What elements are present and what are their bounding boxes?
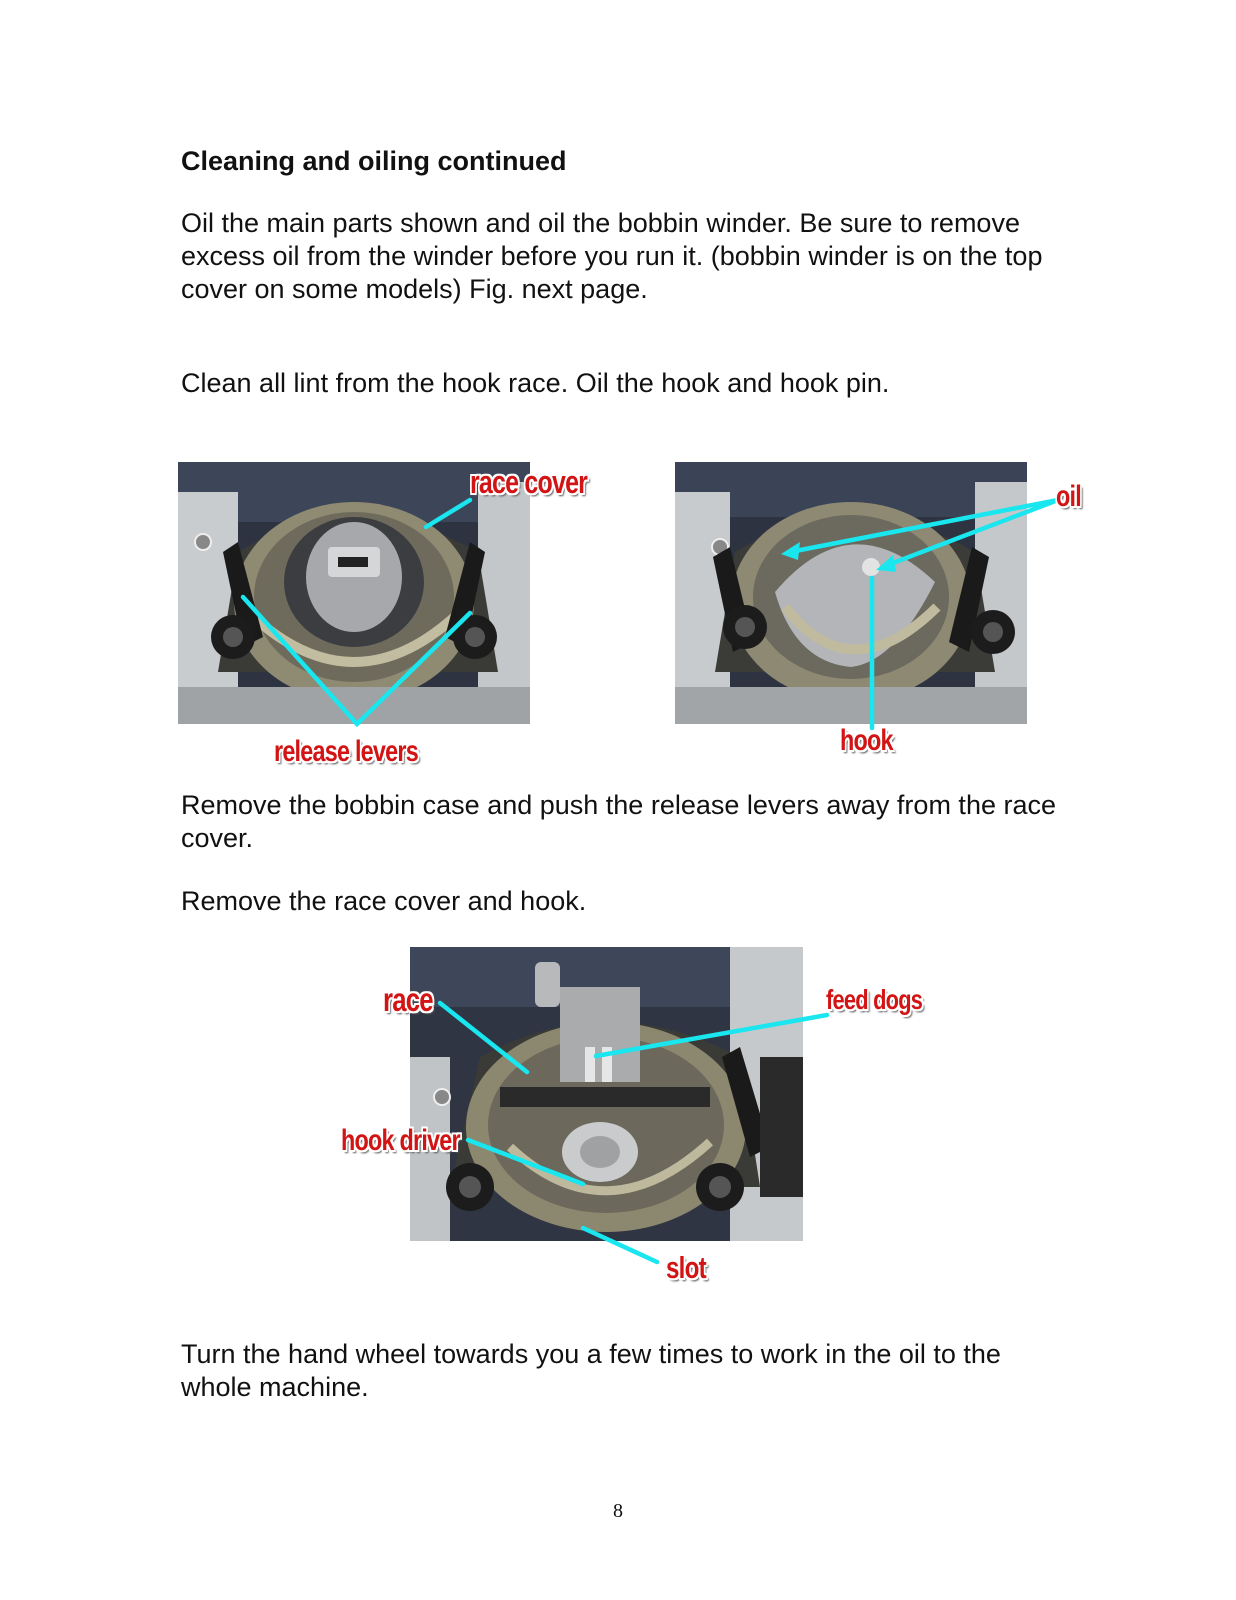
paragraph-turn-hand-wheel: Turn the hand wheel towards you a few times to work in the oil to the whole machine. (181, 1339, 1001, 1402)
photo-race-and-hook-driver (410, 947, 803, 1241)
photo-hook (675, 462, 1027, 724)
paragraph-remove-bobbin-case: Remove the bobbin case and push the release levers away from the race cover. (181, 790, 1056, 853)
label-feed-dogs: feed dogs (826, 984, 923, 1015)
label-hook-driver: hook driver (341, 1124, 460, 1157)
label-hook: hook (840, 724, 893, 757)
page-number: 8 (613, 1500, 623, 1522)
page-heading: Cleaning and oiling continued (181, 146, 567, 176)
paragraph-remove-race-cover: Remove the race cover and hook. (181, 886, 587, 916)
label-slot: slot (666, 1250, 706, 1285)
label-oil: oil (1056, 480, 1081, 513)
label-race: race (383, 981, 433, 1018)
paragraph-oil-main-parts: Oil the main parts shown and oil the bobbin winder. Be sure to remove excess oil from the winder before you run it. (bobbin winder is on the top cover on some models) Fig. next page. (181, 208, 1043, 304)
label-release-levers: release levers (274, 735, 418, 768)
label-race-cover: race cover (470, 464, 588, 500)
photo-race-cover (178, 462, 530, 724)
paragraph-clean-lint: Clean all lint from the hook race. Oil the hook and hook pin. (181, 368, 890, 398)
